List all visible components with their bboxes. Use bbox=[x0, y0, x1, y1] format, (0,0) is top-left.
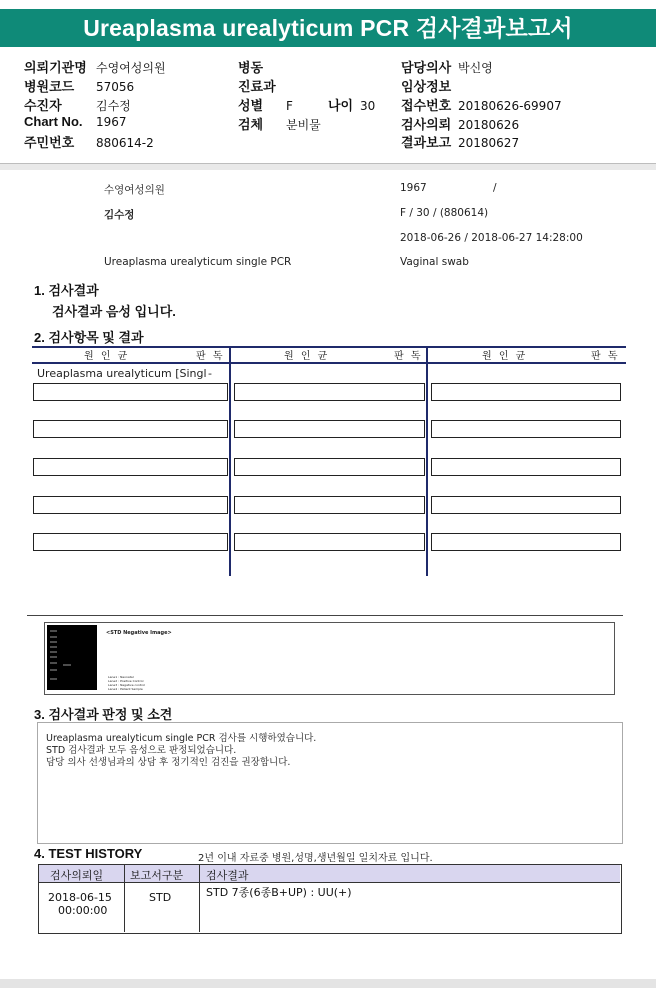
section2-heading: 2. 검사항목 및 결과 bbox=[34, 330, 144, 345]
sample-slash: / bbox=[493, 182, 497, 194]
result-cell bbox=[33, 496, 228, 514]
result-cell bbox=[431, 383, 621, 401]
info-department: 진료과 bbox=[238, 79, 276, 94]
info-age: 나이 30 bbox=[328, 98, 376, 113]
result-row-pathogen: Ureaplasma urealyticum [Singl bbox=[37, 367, 207, 380]
sample-patient: 김수정 bbox=[104, 209, 135, 221]
history-col-date: 검사의뢰일 bbox=[50, 869, 104, 882]
info-sex: 성별 F bbox=[238, 98, 293, 113]
report-title: Ureaplasma urealyticum PCR 검사결과보고서 bbox=[0, 9, 656, 47]
history-col-result: 검사결과 bbox=[206, 869, 249, 882]
info-hospital-code: 병원코드 57056 bbox=[24, 79, 135, 94]
result-cell bbox=[431, 533, 621, 551]
result-cell bbox=[431, 496, 621, 514]
column-divider bbox=[229, 348, 231, 576]
comment-line: 담당 의사 선생님과의 상담 후 정기적인 검진을 권장합니다. bbox=[46, 757, 291, 768]
info-ward: 병동 bbox=[238, 60, 264, 75]
sample-clinic: 수영여성의원 bbox=[104, 184, 165, 196]
info-doctor: 담당의사 박신영 bbox=[401, 60, 493, 75]
result-cell bbox=[234, 496, 425, 514]
col-judgement-2: 판 독 bbox=[394, 351, 423, 362]
gel-image-title: <STD Negative Image> bbox=[106, 630, 172, 636]
column-divider bbox=[426, 348, 428, 576]
gel-legend-item: Lane3 : Negative control bbox=[108, 683, 145, 687]
history-col-divider bbox=[124, 865, 125, 932]
col-judgement-3: 판 독 bbox=[591, 351, 620, 362]
info-patient: 수진자 김수정 bbox=[24, 98, 131, 113]
info-report-date: 결과보고 20180627 bbox=[401, 135, 520, 150]
sample-test-name: Ureaplasma urealyticum single PCR bbox=[104, 256, 292, 268]
history-note: 2년 이내 자료중 병원,성명,생년월일 일치자료 입니다. bbox=[198, 853, 433, 864]
sample-chart: 1967 bbox=[400, 182, 427, 194]
col-pathogen-2: 원 인 균 bbox=[284, 351, 330, 362]
gel-image bbox=[47, 625, 97, 690]
col-pathogen-1: 원 인 균 bbox=[84, 351, 130, 362]
history-row-date: 2018-06-15 bbox=[48, 891, 112, 904]
info-receipt-no: 접수번호 20180626-69907 bbox=[401, 98, 562, 113]
section1-heading: 1. 검사결과 bbox=[34, 283, 99, 298]
history-row-time: 00:00:00 bbox=[58, 904, 108, 917]
history-row-type: STD bbox=[149, 891, 172, 904]
result-cell bbox=[234, 420, 425, 438]
info-chart-no: Chart No. 1967 bbox=[24, 114, 127, 129]
result-cell bbox=[33, 420, 228, 438]
section-divider bbox=[27, 615, 623, 616]
result-cell bbox=[431, 458, 621, 476]
gel-legend-item: Lane1 : Neonatal bbox=[108, 675, 134, 679]
col-pathogen-3: 원 인 균 bbox=[482, 351, 528, 362]
history-col-type: 보고서구분 bbox=[130, 869, 184, 882]
sample-sex-age: F / 30 / (880614) bbox=[400, 207, 489, 219]
result-cell bbox=[431, 420, 621, 438]
comment-line: Ureaplasma urealyticum single PCR 검사를 시행하였습니다. bbox=[46, 733, 317, 744]
sample-specimen: Vaginal swab bbox=[400, 256, 469, 268]
history-table-header bbox=[39, 865, 620, 883]
footer-bar bbox=[0, 979, 656, 988]
comment-line: STD 검사결과 모두 음성으로 판정되었습니다. bbox=[46, 745, 237, 756]
info-request-date: 검사의뢰 20180626 bbox=[401, 117, 520, 132]
gel-legend bbox=[108, 675, 145, 691]
result-cell bbox=[33, 458, 228, 476]
result-cell bbox=[234, 533, 425, 551]
header-divider bbox=[0, 163, 656, 170]
section1-result: 검사결과 음성 입니다. bbox=[52, 304, 176, 319]
history-row-result: STD 7종(6종B+UP) : UU(+) bbox=[206, 886, 352, 899]
col-judgement-1: 판 독 bbox=[196, 351, 225, 362]
gel-legend-item: Lane2 : Positive Control bbox=[108, 679, 144, 683]
sample-dates: 2018-06-26 / 2018-06-27 14:28:00 bbox=[400, 232, 583, 244]
result-cell bbox=[234, 458, 425, 476]
history-col-divider bbox=[199, 865, 200, 932]
result-cell bbox=[33, 383, 228, 401]
info-specimen: 검체 분비물 bbox=[238, 117, 321, 132]
result-cell bbox=[234, 383, 425, 401]
info-resident-no: 주민번호 880614-2 bbox=[24, 135, 154, 150]
result-row-judgement: - bbox=[208, 367, 212, 380]
section3-heading: 3. 검사결과 판정 및 소견 bbox=[34, 707, 173, 722]
info-client: 의뢰기관명 수영여성의원 bbox=[24, 60, 166, 75]
gel-legend-item: Lane4 : Patient Sample bbox=[108, 687, 143, 691]
result-cell bbox=[33, 533, 228, 551]
section4-heading: 4. TEST HISTORY bbox=[34, 846, 143, 861]
info-clinical: 임상정보 bbox=[401, 79, 452, 94]
